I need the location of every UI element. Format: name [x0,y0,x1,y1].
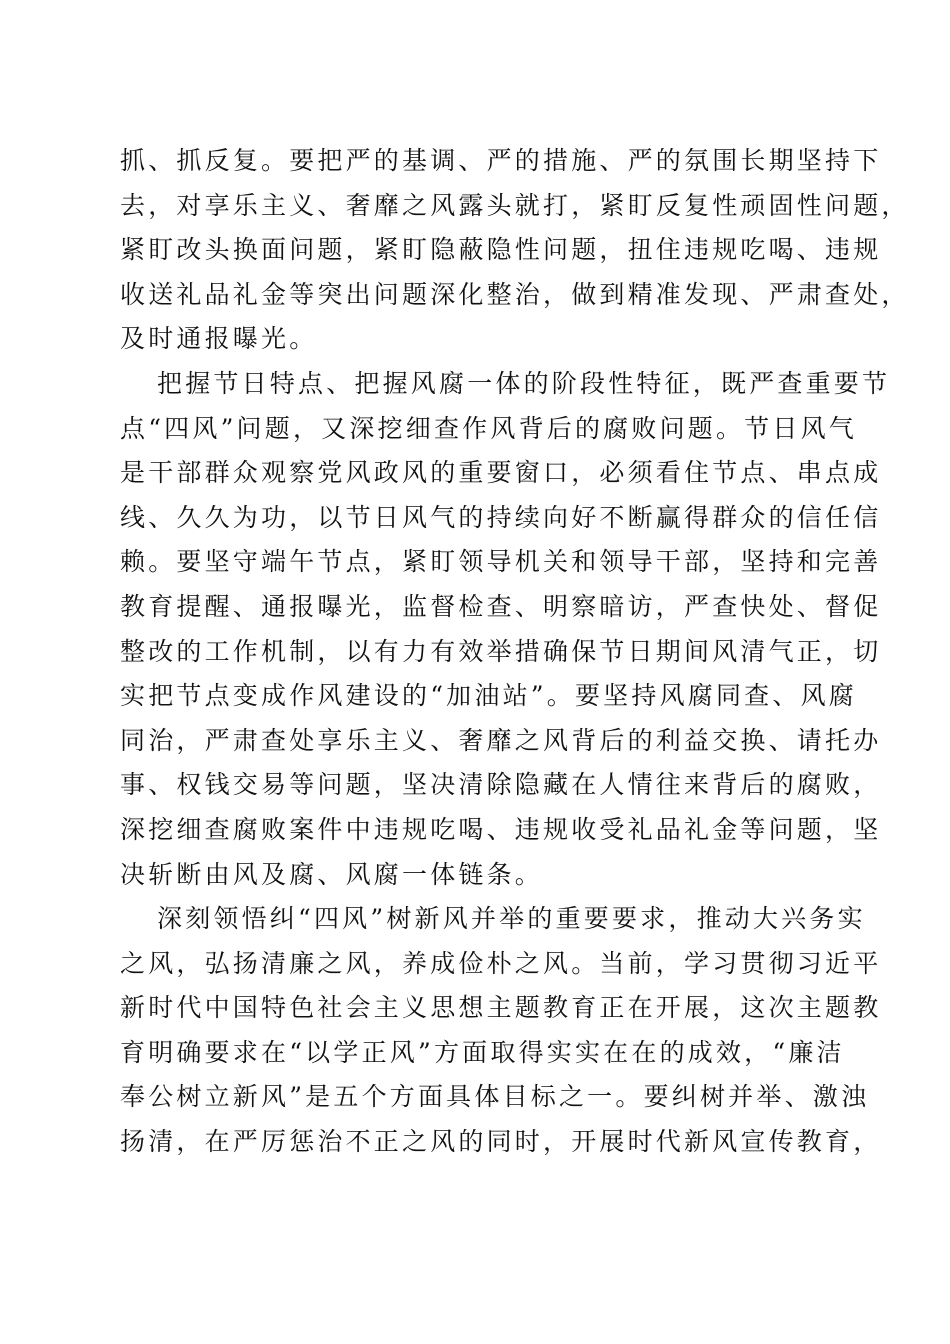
text-line: 实把节点变成作风建设的“加油站”。要坚持风腐同查、风腐 [120,681,857,711]
text-line: 深刻领悟纠“四风”树新风并举的重要要求，推动大兴务实 [157,904,866,934]
text-line: 新时代中国特色社会主义思想主题教育正在开展，这次主题教 [120,993,882,1023]
text-line: 整改的工作机制，以有力有效举措确保节日期间风清气正，切 [120,636,882,666]
paragraph-2 [120,362,891,897]
paragraph-1 [120,139,910,362]
text-line: 赖。要坚守端午节点，紧盯领导机关和领导干部，坚持和完善 [120,547,882,577]
text-line: 同治，严肃查处享乐主义、奢靡之风背后的利益交换、请托办 [120,725,882,755]
text-line: 决斩断由风及腐、风腐一体链条。 [120,859,544,889]
text-line: 扬清，在严厉惩治不正之风的同时，开展时代新风宣传教育， [120,1127,882,1157]
text-line: 收送礼品礼金等突出问题深化整治，做到精准发现、严肃查处， [120,279,910,309]
text-line: 育明确要求在“以学正风”方面取得实实在在的成效，“廉洁 [120,1037,845,1067]
paragraph-3 [120,897,882,1165]
text-line: 线、久久为功，以节日风气的持续向好不断赢得群众的信任信 [120,502,882,532]
text-line: 是干部群众观察党风政风的重要窗口，必须看住节点、串点成 [120,458,882,488]
text-line: 点“四风”问题，又深挖细查作风背后的腐败问题。节日风气 [120,413,857,443]
text-line: 之风，弘扬清廉之风，养成俭朴之风。当前，学习贯彻习近平 [120,948,882,978]
text-line: 事、权钱交易等问题，坚决清除隐藏在人情往来背后的腐败， [120,770,882,800]
text-line: 去，对享乐主义、奢靡之风露头就打，紧盯反复性顽固性问题， [120,190,910,220]
text-line: 教育提醒、通报曝光，监督检查、明察暗访，严查快处、督促 [120,591,882,621]
text-line: 紧盯改头换面问题，紧盯隐蔽隐性问题，扭住违规吃喝、违规 [120,235,882,265]
text-line: 把握节日特点、把握风腐一体的阶段性特征，既严查重要节 [157,368,891,398]
document-body [120,139,910,1165]
text-line: 及时通报曝光。 [120,324,318,354]
text-line: 抓、抓反复。要把严的基调、严的措施、严的氛围长期坚持下 [120,146,882,175]
text-line: 深挖细查腐败案件中违规吃喝、违规收受礼品礼金等问题，坚 [120,814,882,844]
text-line: 奉公树立新风”是五个方面具体目标之一。要纠树并举、激浊 [120,1082,870,1112]
